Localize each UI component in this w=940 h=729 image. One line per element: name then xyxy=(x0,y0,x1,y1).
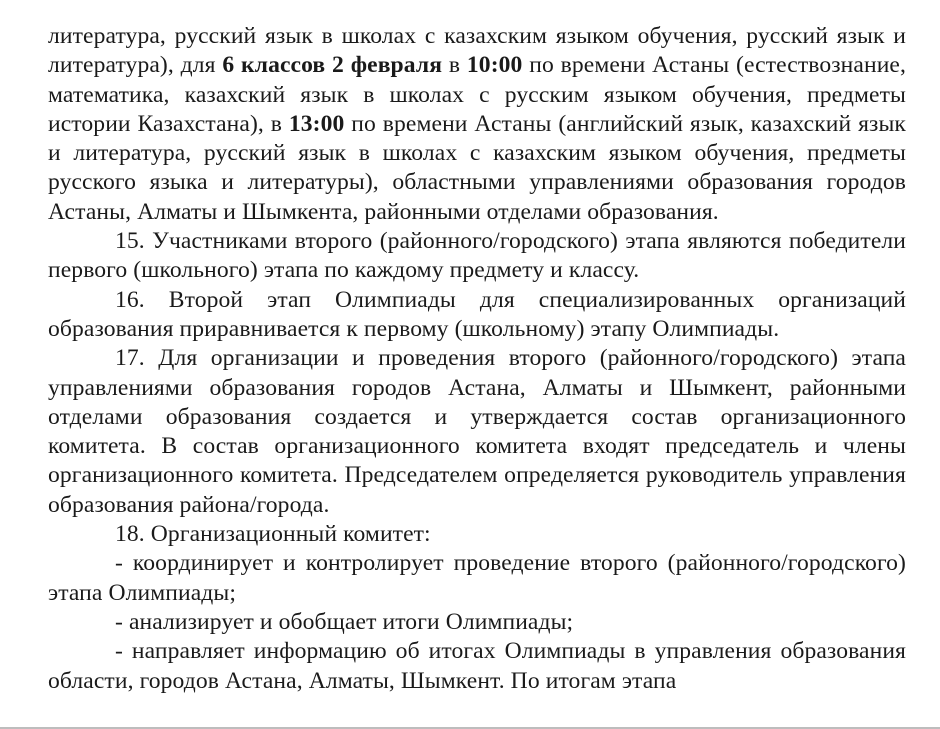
list-item: - координирует и контролирует проведение второго (районного/городского) этапа Олимпиады; xyxy=(48,550,906,606)
text-run: в xyxy=(442,52,467,79)
document-body xyxy=(48,22,906,696)
list-item: - направляет информацию об итогах Олимпиады в управления образования области, городов Астана, Алматы, Шымкент. По итогам этапа xyxy=(48,638,906,694)
list-item: - анализирует и обобщает итоги Олимпиады; xyxy=(115,608,574,635)
paragraph-17: 17. Для организации и проведения второго (районного/городского) этапа управлениями образования городов Астана, Алматы и Шымкент, районными отделами образования создается и утверждается состав организационного комитета. В состав организационного комитета входят председатель и члены организационного комитета. Председателем определяется руководитель управления образования района/города. xyxy=(48,345,906,518)
text-run: по времени Астаны (естествознание, математика, казахский язык в школах с русским языком обучения, предметы истории Казахстана), в xyxy=(48,52,906,137)
bold-text-run: 10:00 xyxy=(466,52,523,79)
paragraph-15: 15. Участниками второго (районного/городского) этапа являются победители первого (школьного) этапа по каждому предмету и классу. xyxy=(48,228,906,284)
paragraph-18: 18. Организационный комитет: xyxy=(115,521,431,548)
bold-text-run: 13:00 xyxy=(288,110,345,137)
paragraph-16: 16. Второй этап Олимпиады для специализированных организаций образования приравнивается к первому (школьному) этапу Олимпиады. xyxy=(48,286,906,342)
paragraph-continuation xyxy=(48,22,906,227)
bold-text-run: 6 классов 2 февраля xyxy=(222,52,443,79)
text-run: по времени Астаны (английский язык, казахский язык и литература, русский язык в школах с казахским языком обучения, предметы русского языка и литературы), областными управлениями образования городов Астаны, Алматы и Шымкента, районными отделами образования. xyxy=(48,110,906,225)
text-run: литература, русский язык в школах с казахским языком обучения, русский язык и литература), для xyxy=(48,23,906,79)
